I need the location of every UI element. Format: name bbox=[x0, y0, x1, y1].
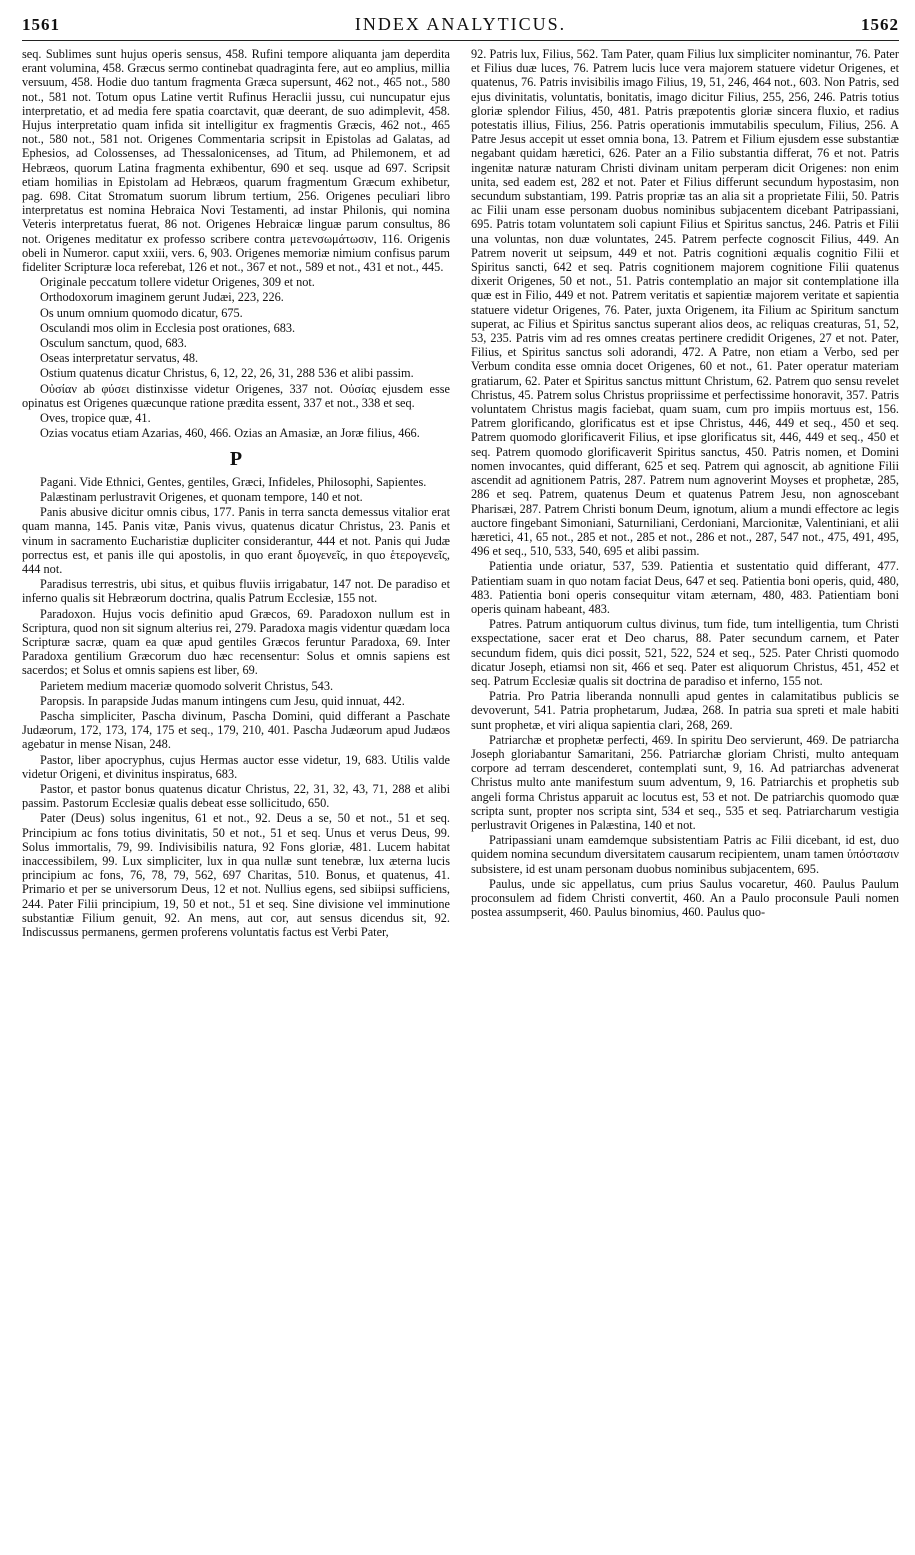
index-entry: Patres. Patrum antiquorum cultus divinus, tum fide, tum intelligentia, tum Christi exspectatione, sacer erat et Deo charus, 88. Pater secundum carnem, et Pater secundum fidem, quis dici possit, 521, 522, 524 et seq., 525. Pater Christi quomodo dicatur Joseph, etiamsi non sit, 466 et seq. Pater est aliquorum Christus, 451, 452 et seq. Patrum Ecclesiæ qualis sit doctrina de paradiso et inferno, 155 not. bbox=[471, 617, 899, 688]
index-entry: Parietem medium maceriæ quomodo solverit Christus, 543. bbox=[40, 678, 334, 693]
index-entry: Paradoxon. Hujus vocis definitio apud Græcos, 69. Paradoxon nullum est in Scriptura, quod non sit signum alterius rei, 279. Paradoxa magis videntur quædam loca Scripturæ sacræ, quam ea quæ apud gentiles Græcos feruntur Paradoxa, 69. Inter Paradoxa gentilium Græcorum duo hæc recensentur: Solus et omnis sapiens est sacerdos; et Solus et omnis sapiens est liber, 69. bbox=[22, 606, 450, 678]
right-entries bbox=[471, 47, 899, 919]
index-entry: Ozias vocatus etiam Azarias, 460, 466. Ozias an Amasiæ, an Joræ filius, 466. bbox=[40, 426, 420, 441]
index-entry: Paradisus terrestris, ubi situs, et quibus fluviis irrigabatur, 147 not. De paradiso et inferno qualis sit Hebræorum doctrina, qualis Patrum Ecclesiæ, 155 not. bbox=[22, 577, 450, 606]
index-entry: Pastor, et pastor bonus quatenus dicatur Christus, 22, 31, 32, 43, 71, 288 et alibi passim. Pastorum Ecclesiæ qualis debeat esse sollicitudo, 650. bbox=[22, 781, 450, 811]
right-column bbox=[471, 47, 899, 940]
index-entry: Oves, tropice quæ, 41. bbox=[40, 411, 151, 426]
two-column-body bbox=[22, 47, 899, 940]
index-entry: Patripassiani unam eamdemque subsistentiam Patris ac Filii dicebant, id est, duo quidem nomina secundum diversitatem causarum recipientem, unam tamen ὑπόστασιν subsistere, id est unam personam duobus nominibus subjacentem, 695. bbox=[471, 833, 899, 876]
index-entry: Patientia unde oriatur, 537, 539. Patientia et sustentatio quid differant, 477. Patientiam suam in quo notam faciat Deus, 647 et seq. Patientia boni operis, quid, 480, 483. Patientia boni operis consequitur vitam æternam, 480, 483. Patientiam boni operis quinam habeant, 483. bbox=[471, 559, 899, 616]
index-entry: Oseas interpretatur servatus, 48. bbox=[40, 351, 199, 366]
left-entries-o bbox=[22, 47, 450, 440]
index-entry: Orthodoxorum imaginem gerunt Judæi, 223, 226. bbox=[40, 290, 284, 305]
left-entries-p bbox=[22, 475, 450, 940]
index-entry: Οὐσίαν ab φύσει distinxisse videtur Origenes, 337 not. Οὐσίας ejusdem esse opinatus est Origenes quæcunque ratione prædita essent, 337 et not., 338 et seq. bbox=[22, 381, 450, 410]
index-entry: Originale peccatum tollere videtur Origenes, 309 et not. bbox=[40, 275, 315, 290]
index-entry: Pater (Deus) solus ingenitus, 61 et not., 92. Deus a se, 50 et not., 51 et seq. Principium ac fons totius divinitatis, 50 et not., 51 et seq. Unus et verus Deus, 99. Solus immortalis, 79, 99. Indivisibilis natura, 92 Fons gloriæ, 481. Lucem habitat inaccessibilem, 99. Lux simpliciter, lux in qua nullæ sunt tenebræ, lux æterna lucis principium ac fons, 76, 78, 79, 562, 697 Charitas, 510. Bonus, et quatenus, 41. Primario et per se universorum Deus, 12 et not. Nullius egens, sed sibiipsi sufficiens, 244. Pater Filii principium, 19, 50 et not., 51 et seq. Sine divisione vel imminutione substantiæ Filium genuit, 92. An mens, aut cor, aut sensus dicendus sit, 92. Indiscussus permanens, germen proferens voluntatis factus est Verbi Pater, bbox=[22, 811, 450, 939]
page-number-right: 1562 bbox=[861, 15, 899, 34]
index-entry: Pagani. Vide Ethnici, Gentes, gentiles, Græci, Infideles, Philosophi, Sapientes. bbox=[40, 474, 427, 489]
running-title: INDEX ANALYTICUS. bbox=[354, 14, 567, 34]
index-entry: Pascha simpliciter, Pascha divinum, Pascha Domini, quid differant a Paschate Judæorum, 172, 173, 174, 175 et seq., 179, 210, 401. Pascha Judæorum apud Judæos agebatur in mense Nisan, 248. bbox=[22, 708, 450, 752]
index-entry: Panis abusive dicitur omnis cibus, 177. Panis in terra sancta demessus vitalior erat quam manna, 145. Panis vitæ, Panis vivus, quatenus dicatur Christus, 23. Panis et vinum in sacramento Eucharistiæ dupliciter considerantur, 444 et not. Panis qui Judæ porrectus est, et panis ille qui apostolis, in quo erant δμογενεῖς, in quo ἑτερογενεῖς, 444 not. bbox=[22, 505, 450, 576]
index-entry: Paulus, unde sic appellatus, cum prius Saulus vocaretur, 460. Paulus Paulum proconsulem ad fidem Christi convertit, 460. An a Paulo proconsule Pauli nomen postea assumpserit, 460. Paulus binomius, 460. Paulus quo- bbox=[471, 876, 899, 920]
page-number-left: 1561 bbox=[22, 15, 60, 34]
index-entry: Pastor, liber apocryphus, cujus Hermas auctor esse videtur, 19, 683. Utilis valde videtur Origeni, et divinitus inspiratus, 683. bbox=[22, 752, 450, 781]
index-entry: Patria. Pro Patria liberanda nonnulli apud gentes in calamitatibus publicis se devoverunt, 541. Patria prophetarum, Judæa, 268. In patria sua spreti et male habiti sunt prophetæ, et viri aliqua sapientia clari, 268, 269. bbox=[471, 689, 899, 732]
index-entry: Ostium quatenus dicatur Christus, 6, 12, 22, 26, 31, 288 536 et alibi passim. bbox=[40, 366, 414, 381]
left-column bbox=[22, 47, 450, 940]
index-entry: Paropsis. In parapside Judas manum intingens cum Jesu, quid innuat, 442. bbox=[40, 693, 405, 708]
index-entry: seq. Sublimes sunt hujus operis sensus, 458. Rufini tempore aliquanta jam deperdita erant volumina, 458. Græcus sermo continebat quadraginta fere, aut eo amplius, millia versuum, 458. Hodie duo tantum fragmenta Græca supersunt, 462 not., 465 not., 580 not., 581 not. Totum opus Latine vertit Rufinus Heraclii jussu, cui nuncupatur ejus interpretatio, et ad media fere spatia coarctavit, quæ deerant, de suo adimplevit, 458. Hujus interpretatio quam infida sit intelligitur ex fragmentis Græcis, 462 not., 465 not., 580 not., 581 not. Origenes Commentaria scripsit in Epistolas ad Galatas, ad Ephesios, ad Colossenses, ad Thessalonicenses, ad Titum, ad Philemonem, et ad Hebræos, quorum Latina fragmenta exhibentur, 690 et seq. usque ad 697. Scripsit etiam homilias in Epistolam ad Hebræos, quarum fragmentum Græcum exhibetur, pag. 698. Citat Stromatum suorum librum tertium, 256. Origenes peculiari libro interpretatus est nomina Hebraica Novi Testamenti, ad instar Philonis, qui nomina Veteris interpretatus fuerat, 86 not. Origenes Hebraicæ linguæ parum consultus, 86 not. Origenes meditatur ex professo scribere contra μετενσωμάτωσιν, 116. Origenis obeli in Numeror. caput xxiii, vers. 6, 903. Origenes memoriæ nimium confisus parum fideliter Scripturæ loca referebat, 126 et not., 367 et not., 589 et not., 431 et not., 445. bbox=[22, 47, 450, 275]
index-entry: Osculum sanctum, quod, 683. bbox=[40, 336, 187, 351]
index-entry: Osculandi mos olim in Ecclesia post orationes, 683. bbox=[40, 320, 296, 335]
index-entry: Palæstinam perlustravit Origenes, et quonam tempore, 140 et not. bbox=[40, 489, 363, 504]
running-header bbox=[22, 14, 899, 41]
index-entry: Patriarchæ et prophetæ perfecti, 469. In spiritu Deo servierunt, 469. De patriarcha Joseph gloriabantur Samaritani, 256. Patriarchæ gloriam Christi, multo antequam corpore ad terram descenderet, contemplati sunt, 9, 16. Ad patriarchas advenerat Christus multo ante manifestum suum adventum, 9, 16. Patriarchis et prophetis sub angeli forma Christus apparuit ac locutus est, 53 et not. De patriarchis quomodo quæ scripta sunt, propter nos scripta sint, 534 et seq., 535 et seq. Patriarcharum vestigia perlustravit Origenes in Palæstina, 140 et not. bbox=[471, 732, 899, 832]
index-entry: 92. Patris lux, Filius, 562. Tam Pater, quam Filius lux simpliciter nominantur, 76. Pater et Filius duæ luces, 76. Patrem lucis luce vera majorem statuere videtur Origenes, et quatenus, 76. Patris invisibilis imago Filius, 19, 51, 246, 464 not., 603. Non Patris, sed ejus divinitatis, voluntatis, bonitatis, imago dicitur Filius, 255, 256, 246. Patris totius gloriæ splendor Filius, 450, 481. Patris præpotentis gloriæ sincera fluxio, et radius potestatis illius, Filius, 256. Patris operationis immutabilis speculum, Filius, 256. A Patre Jesus accepit ut esset omnia bona, 13. Patrem et Filium ejusdem esse substantiæ negabant quidam hæretici, 626. Pater an a Filio substantia differat, 76 et not. Patris ingenitæ naturæ naturam Christi divinam unitam perperam dicit Origenes: non enim unita, sed eadem est, 282 et not. Pater et Filius differunt secundum hypostasim, non secundum substantiam, 199. Patris propriæ tas an alia sit a proprietate Filii, 50. Patris ac Filii unam esse personam duobus nominibus subjacentem dicebant Patripassiani, 695. Patris totam voluntatem soli capiunt Filius et Spiritus sanctus, 246. Patris et Filii una voluntas, non duæ voluntates, 245. Patrem perfecte cognoscit Filius, 449. An Patrem noverit ut seipsum, 449 et not. Patris cognitioni æqualis cognitio Filii et Spiritus sancti, 642 et seq. Patris cognitionem majorem cognitione Filii quatenus dixerit Origenes, 50 et not., 51. Patris contemplatio an major sit contemplatione illa quæ est in Filio, 449 et not. Patrem veritatis et sapientiæ majorem veritate et sapientia statuere videtur Origenes, 76. Pater, juxta Origenem, ita Filium ac Spiritum sanctum superat, ac Filius et Spiritus sanctus superant alios deos, ac reliquas creaturas, 51, 52, 53, 235. Patris vim ad res omnes creatas pertinere credidit Origenes, 27 et not. Pater, Filius, et Spiritus sanctus soli adorandi, 472. A Patre, non etiam a Verbo, sed per Verbum condita esse omnia docet Origenes, 60 et not., 61. Pater operatur materiam gratiarum, 62. Pater et Spiritus sanctus mittunt Christum, 62. Patrem quo sensu revelet Christus, 45. Patrem solus Christus propriissime et perfectissime honoravit, 357. Patris voluntatem Christus magis faciebat, quam suam, cum pro impiis mortuus est, 156. Patrem glorificando, glorificatus est et ipse Christus, 446, 449 et seq., 450 et seq. Patrem quomodo glorificaverit Filius, et ipse glorificatus sit, 446, 449 et seq., 450 et seq. Patrem quomodo glorificaverit Spiritus sanctus, 450. Patris nomen, et Domini nomen invocantes, quid differant, 625 et seq. Patrem qui agnoscit, ab agnitione Filii ascendit ad agnitionem Patris, 287. Patrem num agnoverint Moyses et prophetæ, 285, 286 et seq. Patrem, quatenus Deum et quatenus Patrem Jesu, non agnoscebant Pharisæi, 287. Patrem Christi bonum Deum, ignotum, alium a mundi effectore ac legis auctore fingebant Simoniani, Saturniliani, Cerdoniani, Marcionitæ, Valentiniani, et alii hæretici, 41, 65 not., 285 et not., 285 et not., 286 et not., 287, 547 not., 475, 491, 495, 496 et seq., 510, 533, 540, 695 et alibi passim. bbox=[471, 47, 899, 559]
section-letter: P bbox=[229, 448, 243, 471]
index-entry: Os unum omnium quomodo dicatur, 675. bbox=[40, 305, 243, 320]
